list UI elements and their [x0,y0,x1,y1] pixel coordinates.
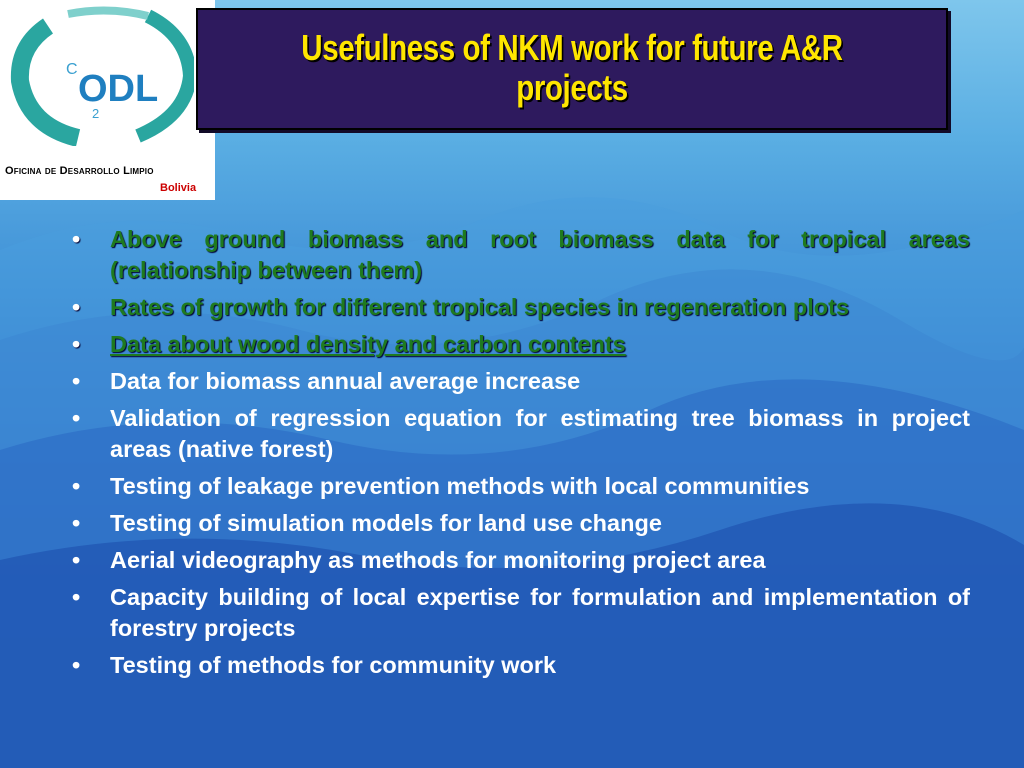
logo-2: 2 [92,106,100,121]
bullet-icon: • [72,331,81,357]
bullet-icon: • [72,652,81,678]
list-item [70,329,970,360]
bullet-icon: • [72,368,81,394]
logo [0,0,215,200]
logo-country: Bolivia [160,182,197,194]
list-item [70,224,970,286]
bullet-text: Data for biomass annual average increase [110,368,581,394]
bullet-text: Validation of regression equation for estimating tree biomass in project areas (native forest) [110,405,970,462]
bullet-text: Data about wood density and carbon contents [110,331,626,357]
bullet-list [70,224,970,687]
bullet-text: Testing of simulation models for land use change [110,510,662,536]
bullet-text: Testing of methods for community work [110,652,557,678]
bullet-text: Testing of leakage prevention methods with local communities [110,473,810,499]
bullet-icon: • [72,473,81,499]
bullet-icon: • [72,226,81,252]
bullet-icon: • [72,547,81,573]
list-item [70,650,970,681]
logo-org-name: Oficina de Desarrollo Limpio [5,165,154,177]
bullet-icon: • [72,584,81,610]
bullet-text: Above ground biomass and root biomass data for tropical areas (relationship between them) [110,226,970,283]
page-title: Usefulness of NKM work for future A&R projects [301,27,843,108]
list-item [70,582,970,644]
list-item [70,471,970,502]
list-item [70,403,970,465]
logo-c: C [66,61,78,78]
list-item [70,292,970,323]
title-box [196,8,948,130]
list-item [70,508,970,539]
bullet-text: Capacity building of local expertise for formulation and implementation of forestry projects [110,584,970,641]
list-item [70,545,970,576]
bullet-text: Aerial videography as methods for monitoring project area [110,547,766,573]
bullet-icon: • [72,294,81,320]
list-item [70,366,970,397]
logo-ring-icon [8,6,194,146]
logo-odl: ODL [78,68,159,110]
bullet-icon: • [72,510,81,536]
bullet-text: Rates of growth for different tropical species in regeneration plots [110,294,850,320]
bullet-icon: • [72,405,81,431]
